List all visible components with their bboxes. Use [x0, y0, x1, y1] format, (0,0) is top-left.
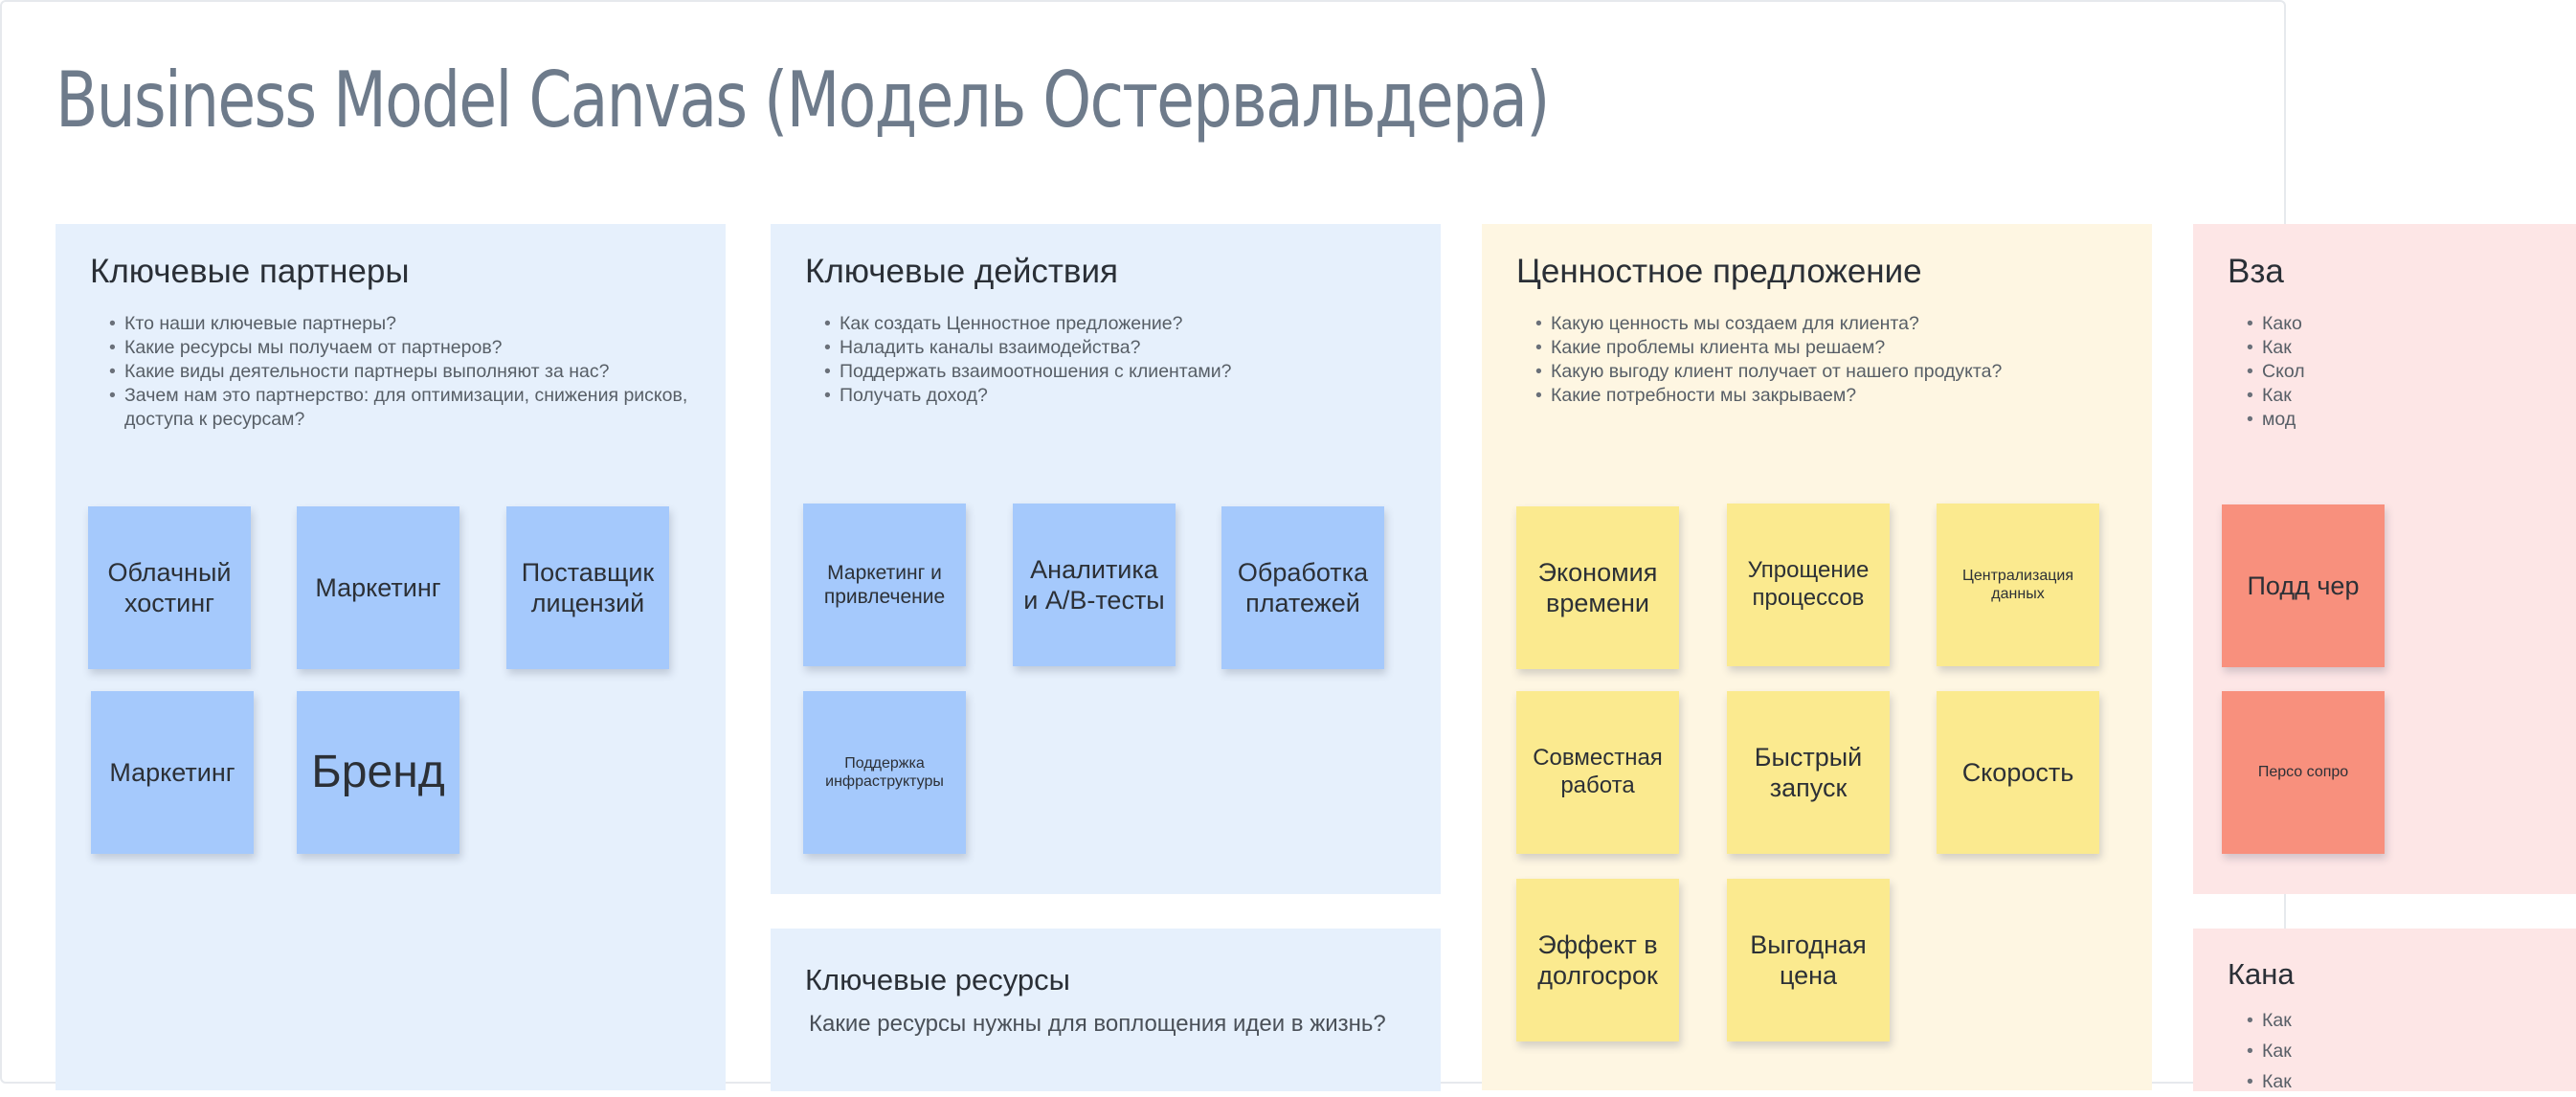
sticky-note[interactable]: Бренд — [297, 691, 459, 854]
sticky-note[interactable]: Маркетинг и привлечение — [803, 504, 966, 666]
question-list — [90, 312, 691, 432]
question-item: • Какие проблемы клиента мы решаем? — [1535, 336, 2117, 360]
question-item: • Скол — [2247, 360, 2542, 384]
question-list — [1516, 312, 2117, 408]
sticky-note[interactable]: Скорость — [1937, 691, 2099, 854]
question-item: • Как создать Ценностное предложение? — [824, 312, 1406, 336]
question-item: • Какую ценность мы создаем для клиента? — [1535, 312, 2117, 336]
section-heading: Ключевые действия — [805, 253, 1118, 290]
question-item: • Какие ресурсы мы получаем от партнеров? — [109, 336, 691, 360]
question-item: • Кто наши ключевые партнеры? — [109, 312, 691, 336]
question-item: • Как — [2247, 384, 2542, 408]
sticky-note[interactable]: Маркетинг — [297, 506, 459, 669]
question-item-continued: • мод — [2247, 408, 2542, 432]
sticky-note[interactable]: Эффект в долгосрок — [1516, 879, 1679, 1041]
section-key-resources[interactable] — [771, 929, 1441, 1091]
sticky-note[interactable]: Облачный хостинг — [88, 506, 251, 669]
sticky-note[interactable]: Аналитика и А/В-тесты — [1013, 504, 1176, 666]
sticky-note[interactable]: Поставщик лицензий — [506, 506, 669, 669]
question-item: • Как — [2247, 1036, 2542, 1066]
section-question: Какие ресурсы нужны для воплощения идеи в жизнь? — [809, 1011, 1386, 1037]
question-item: • Получать доход? — [824, 384, 1406, 408]
sticky-note[interactable]: Маркетинг — [91, 691, 254, 854]
sticky-note[interactable]: Поддержка инфраструктуры — [803, 691, 966, 854]
question-item: • Како — [2247, 312, 2542, 336]
section-channels[interactable] — [2193, 929, 2576, 1091]
question-item: • Как — [2247, 1005, 2542, 1036]
sticky-note[interactable]: Упрощение процессов — [1727, 504, 1890, 666]
question-list — [2228, 1005, 2542, 1097]
sticky-note[interactable]: Обработка платежей — [1221, 506, 1384, 669]
section-heading: Кана — [2228, 957, 2295, 991]
sticky-note[interactable]: Выгодная цена — [1727, 879, 1890, 1041]
question-item: • Как — [2247, 336, 2542, 360]
question-item: • Какие виды деятельности партнеры выполняют за нас? — [109, 360, 691, 384]
section-heading: Ценностное предложение — [1516, 253, 1922, 290]
sticky-note[interactable]: Быстрый запуск — [1727, 691, 1890, 854]
sticky-note[interactable]: Совместная работа — [1516, 691, 1679, 854]
sticky-note[interactable]: Персо сопро — [2222, 691, 2385, 854]
section-heading: Вза — [2228, 253, 2284, 290]
question-item: • Наладить каналы взаимодейства? — [824, 336, 1406, 360]
sticky-note[interactable]: Централизация данных — [1937, 504, 2099, 666]
question-item: • Как — [2247, 1066, 2542, 1097]
question-item: • Какие потребности мы закрываем? — [1535, 384, 2117, 408]
section-heading: Ключевые партнеры — [90, 253, 410, 290]
section-heading: Ключевые ресурсы — [805, 963, 1070, 996]
sticky-note[interactable]: Подд чер — [2222, 504, 2385, 667]
page-title: Business Model Canvas (Модель Остервальдера) — [56, 56, 1549, 145]
sticky-note[interactable]: Экономия времени — [1516, 506, 1679, 669]
question-item: • Зачем нам это партнерство: для оптимизации, снижения рисков, доступа к ресурсам? — [109, 384, 699, 432]
question-item: • Какую выгоду клиент получает от нашего продукта? — [1535, 360, 2117, 384]
question-list — [805, 312, 1406, 408]
question-item: • Поддержать взаимоотношения с клиентами? — [824, 360, 1406, 384]
question-list — [2228, 312, 2542, 432]
